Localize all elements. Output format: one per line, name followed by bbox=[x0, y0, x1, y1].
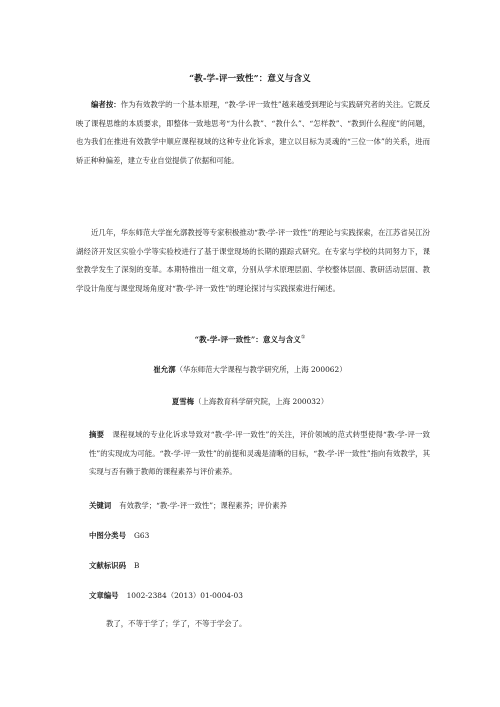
article-no-text: 1002-2384（2013）01-0004-03 bbox=[126, 591, 243, 600]
editor-note bbox=[76, 96, 430, 170]
keywords-label: 关键词 bbox=[89, 501, 112, 510]
opening-line: 教了，不等于学了；学了，不等于学会了。 bbox=[106, 619, 247, 628]
article-title-text: “教-学-评一致性”：意义与含义 bbox=[194, 335, 301, 344]
editor-note-text: 作为有效教学的一个基本原理，“教-学-评一致性”越来越受到理论与实践研究者的关注。它既反映了课程思维的本质要求，即整体一致地思考“为什么教”、“教什么”、“怎样教”、“教到什么程度”的问题，也为我们在推进有效教学中顺应课程视域的这种专业化诉求，建立以目标为灵魂的“三位一体”的关系，进而矫正种种偏差，建立专业自觉提供了依据和可能。 bbox=[76, 100, 430, 165]
author-2 bbox=[0, 396, 500, 407]
document-title: “教-学-评一致性”：意义与含义 bbox=[189, 74, 311, 84]
footnote-marker: ① bbox=[300, 334, 306, 341]
abstract-text: 课程视域的专业化诉求导致对“教-学-评一致性”的关注，评价领域的范式转型使得“教-学-评一致性”的实现成为可能。“教-学-评一致性”的前提和灵魂是清晰的目标，“教-学-评一致性”指向有效教学，其实现与否有赖于教师的课程素养与评价素养。 bbox=[89, 430, 430, 477]
clc-text: G63 bbox=[133, 531, 150, 540]
author-1 bbox=[0, 364, 500, 375]
article-title bbox=[0, 334, 500, 345]
author-2-affiliation: （上海教育科学研究院，上海 200032） bbox=[194, 397, 329, 406]
abstract-label: 摘要 bbox=[89, 430, 105, 439]
author-1-name: 崔允漷 bbox=[153, 365, 176, 374]
doc-code-text: B bbox=[133, 561, 140, 570]
abstract bbox=[89, 426, 430, 482]
editor-note-label: 编者按： bbox=[91, 100, 121, 109]
clc-number bbox=[89, 530, 149, 541]
doc-code-label: 文献标识码 bbox=[89, 561, 126, 570]
intro-paragraph: 近几年，华东师范大学崔允漷教授等专家积极推动“教-学-评一致性”的理论与实践探索，在江苏省吴江汾湖经济开发区实验小学等实验校进行了基于课堂现场的长期的跟踪式研究。在专家与学校的共同努力下，课堂教学发生了深刻的变革。本期特推出一组文章，分别从学术原理层面、学校整体层面、教研活动层面、教学设计角度与课堂现场角度对“教-学-评一致性”的理论探讨与实践探索进行阐述。 bbox=[76, 228, 430, 293]
keywords bbox=[89, 500, 287, 511]
clc-label: 中图分类号 bbox=[89, 531, 126, 540]
article-no-label: 文章编号 bbox=[89, 591, 119, 600]
keywords-text: 有效教学；“教-学-评一致性”；课程素养；评价素养 bbox=[119, 501, 287, 510]
author-1-affiliation: （华东师范大学课程与教学研究所，上海 200062） bbox=[175, 365, 347, 374]
article-number bbox=[89, 590, 243, 601]
author-2-name: 夏雪梅 bbox=[171, 397, 195, 406]
document-code bbox=[89, 560, 139, 571]
